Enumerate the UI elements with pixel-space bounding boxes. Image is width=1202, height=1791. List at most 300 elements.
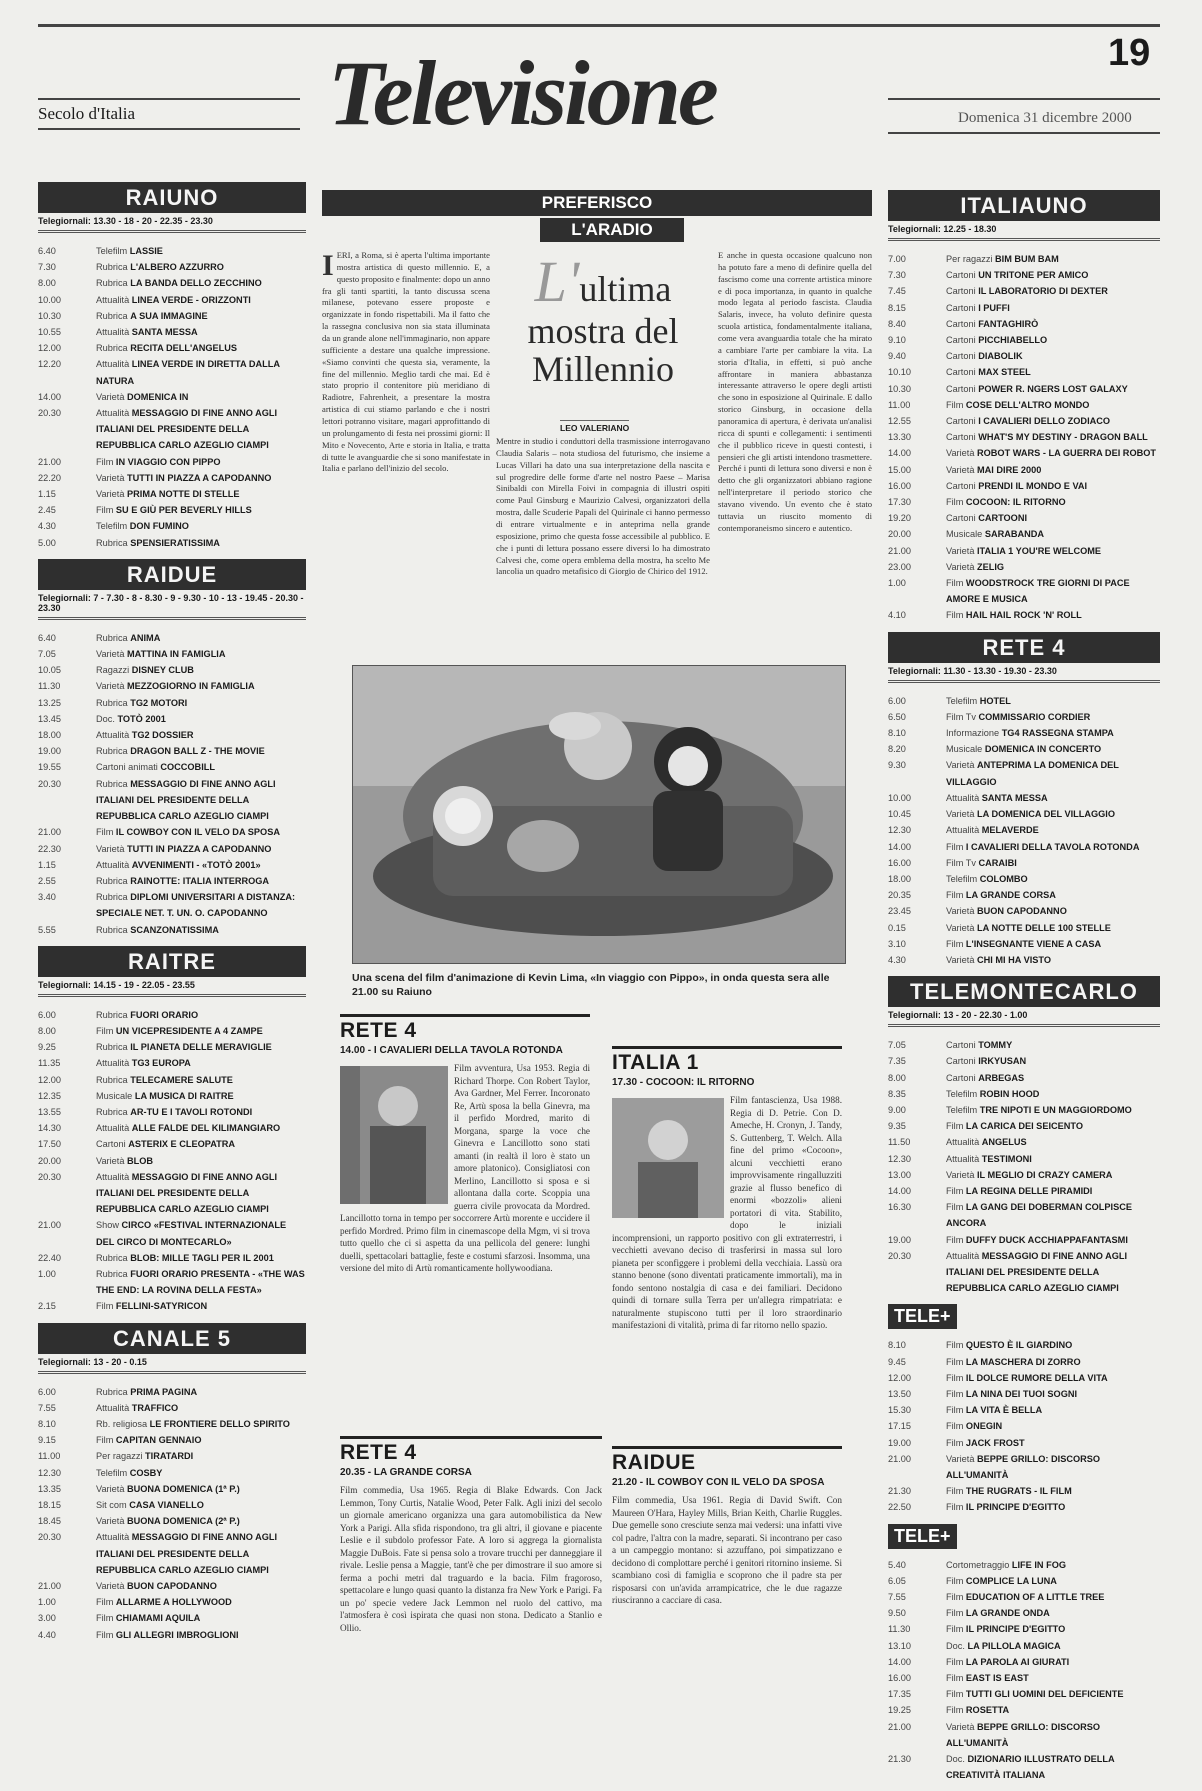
schedule-row bbox=[38, 1039, 306, 1055]
schedule-row bbox=[888, 510, 1160, 526]
schedule-entry bbox=[96, 324, 306, 340]
schedule-genre: Attualità bbox=[946, 792, 980, 803]
schedule-time: 14.00 bbox=[888, 1656, 911, 1667]
schedule-title: BLOB: MILLE TAGLI PER IL 2001 bbox=[130, 1252, 274, 1263]
schedule-genre: Varietà bbox=[96, 1581, 125, 1592]
channel-name: TELE+ bbox=[888, 1304, 957, 1329]
schedule-title: ROBOT WARS - LA GUERRA DEI ROBOT bbox=[977, 448, 1156, 459]
schedule-entry bbox=[946, 1354, 1160, 1370]
highlight-text: Film avventura, Usa 1953. Regia di Richard Thorpe. Con Robert Taylor, Ava Gardner, Mel Ferrer. Incoronato Re, Artù sposa la bella Ginevra, ma il perfido Mordred, marito di Morgana, sparge la voce che Ginevra e Lancillotto sono stati amanti (in realtà il loro è stato un amore platonico). Consigliatosi con Merlino, Lancillotto si sposa e si allontana dalla corte. Scoppia una guerra civile provocata da Mordred. Lancillotto torna in tempo per soccorrere Artù morente e uccidere il perfido Mordred. Primo film in cinemascope della Mgm, vi si trova tutto quello che ci si aspetta da una pellicola del genere: lunghi duelli, spettacolari battaglie, feste e costumi sfarzosi. Insomma, una versione del mito di Artù romanticamente hollywoodiana. bbox=[340, 1063, 590, 1274]
channel-name: TELEMONTECARLO bbox=[888, 976, 1160, 1007]
schedule-genre: Varietà bbox=[96, 391, 125, 402]
schedule-entry bbox=[96, 1432, 306, 1448]
schedule-entry bbox=[96, 873, 306, 889]
schedule-entry bbox=[96, 1481, 306, 1497]
drop-cap: I bbox=[322, 249, 334, 282]
schedule-row bbox=[888, 559, 1160, 575]
schedule-title: L'ALBERO AZZURRO bbox=[130, 262, 224, 273]
schedule-time: 1.00 bbox=[888, 578, 906, 589]
schedule-time: 17.15 bbox=[888, 1421, 911, 1432]
schedule-entry bbox=[946, 494, 1160, 510]
schedule-title: IL LABORATORIO DI DEXTER bbox=[978, 286, 1108, 297]
schedule-genre: Cartoni bbox=[946, 1056, 976, 1067]
schedule-entry bbox=[946, 1086, 1160, 1102]
schedule-title: LINEA VERDE - ORIZZONTI bbox=[131, 294, 251, 305]
schedule-genre: Film bbox=[96, 456, 114, 467]
schedule-time: 9.15 bbox=[38, 1435, 56, 1446]
schedule-time: 19.00 bbox=[888, 1437, 911, 1448]
schedule-time: 5.00 bbox=[38, 537, 56, 548]
schedule-entry bbox=[96, 776, 306, 825]
schedule-genre: Attualità bbox=[946, 825, 980, 836]
schedule-row bbox=[888, 1670, 1160, 1686]
schedule-title: MESSAGGIO DI FINE ANNO AGLI ITALIANI DEL PRESIDENTE DELLA REPUBBLICA CARLO AZEGLIO CIAMPI bbox=[96, 1532, 278, 1575]
schedule-row bbox=[888, 1638, 1160, 1654]
schedule-title: TESTIMONI bbox=[981, 1153, 1032, 1164]
schedule-time: 14.30 bbox=[38, 1123, 61, 1134]
schedule-title: MESSAGGIO DI FINE ANNO AGLI ITALIANI DEL PRESIDENTE DELLA REPUBBLICA CARLO AZEGLIO CIAMPI bbox=[96, 1171, 278, 1215]
schedule-title: PRENDI IL MONDO E VAI bbox=[978, 480, 1088, 491]
schedule-genre: Show bbox=[96, 1220, 119, 1231]
schedule-entry bbox=[96, 727, 306, 743]
schedule-genre: Rubrica bbox=[96, 778, 128, 789]
schedule-time: 20.30 bbox=[38, 778, 61, 789]
band-spacer bbox=[888, 1549, 1160, 1557]
schedule-time: 18.00 bbox=[888, 873, 911, 884]
channel-block bbox=[38, 559, 306, 938]
schedule-title: TG4 RASSEGNA STAMPA bbox=[1001, 728, 1114, 739]
schedule-genre: Varietà bbox=[946, 1453, 975, 1464]
schedule-entry bbox=[946, 1337, 1160, 1353]
highlight-rete4-grande-corsa bbox=[340, 1436, 602, 1634]
schedule-genre: Telefilm bbox=[96, 246, 128, 256]
schedule-genre: Film bbox=[946, 938, 964, 949]
schedule-row bbox=[38, 1627, 306, 1643]
schedule-title: PICCHIABELLO bbox=[978, 335, 1048, 346]
schedule-genre: Film bbox=[96, 1435, 114, 1446]
schedule-row bbox=[38, 275, 306, 291]
schedule-time: 21.00 bbox=[38, 1581, 61, 1592]
schedule-time: 7.55 bbox=[888, 1592, 906, 1603]
schedule-title: BUONA DOMENICA (1ª P.) bbox=[127, 1483, 240, 1494]
schedule-time: 14.00 bbox=[888, 1185, 911, 1196]
schedule-time: 12.55 bbox=[888, 416, 911, 427]
schedule-entry bbox=[96, 1217, 306, 1249]
schedule-title: DOMENICA IN bbox=[127, 391, 189, 402]
headline-text: ultima mostra del Millennio bbox=[527, 269, 679, 389]
schedule-row bbox=[888, 462, 1160, 478]
schedule-title: ANGELUS bbox=[981, 1137, 1027, 1148]
news-times: Telegiornali: 7 - 7.30 - 8 - 8.30 - 9 - 9.30 - 10 - 13 - 19.45 - 20.30 - 23.30 bbox=[38, 590, 306, 620]
film-still-photo bbox=[352, 665, 846, 964]
schedule-title: LA GRANDE ONDA bbox=[965, 1608, 1050, 1619]
schedule-entry bbox=[946, 559, 1160, 575]
schedule-row bbox=[888, 1402, 1160, 1418]
schedule-row bbox=[888, 316, 1160, 332]
schedule-row bbox=[38, 389, 306, 405]
schedule-title: TELECAMERE SALUTE bbox=[130, 1074, 233, 1085]
schedule-title: TG2 MOTORI bbox=[130, 697, 188, 708]
schedule-time: 10.30 bbox=[888, 383, 911, 394]
schedule-title: I CAVALIERI DELLA TAVOLA ROTONDA bbox=[965, 841, 1140, 852]
schedule-entry bbox=[96, 1266, 306, 1298]
masthead-rule-left-bottom bbox=[38, 128, 300, 130]
schedule-genre: Attualità bbox=[946, 1153, 980, 1164]
schedule-row bbox=[888, 1435, 1160, 1451]
schedule-row bbox=[888, 1199, 1160, 1231]
schedule-entry bbox=[946, 952, 1160, 968]
schedule-entry bbox=[946, 1702, 1160, 1718]
schedule-genre: Film bbox=[96, 505, 114, 516]
schedule-genre: Film bbox=[946, 1340, 964, 1351]
highlight-subtitle: 20.35 - LA GRANDE CORSA bbox=[340, 1467, 472, 1478]
schedule-time: 22.30 bbox=[38, 843, 61, 854]
schedule-genre: Rb. religiosa bbox=[96, 1418, 148, 1429]
schedule-genre: Film bbox=[946, 1673, 964, 1684]
feature-column-1 bbox=[322, 250, 490, 475]
schedule-genre: Rubrica bbox=[96, 1074, 128, 1085]
feature-text-2: Mentre in studio i conduttori della trasmissione interrogavano Claudia Salaris – nota studiosa del futurismo, che insieme a Lucas Villari ha dato una sua interpretazione della nascita e sul progredire delle forme d'arte nel nostro Paese – Marisa Sinibaldi con Mirella Foivi in compagnia di illustri ospiti come Paul Ginsburg e Maurizio Calvesi, organizzatori della mostra, dalle Scuderie Papali del Quirinale ci hanno permesso di entrare virtualmente e in anteprima nella grande esposizione, primo che questa fosse accessibile al pubblico. E che i punti di lettura possano essere diversi lo ha dimostrato Calvesi che, come opera emblema della mostra, ha scelto Me lancolia un quadro metafisico di Giorgio de Chirico del 1912. bbox=[496, 436, 710, 577]
schedule-genre: Film bbox=[946, 1185, 964, 1196]
schedule-row bbox=[888, 300, 1160, 316]
schedule-entry bbox=[96, 1497, 306, 1513]
schedule-entry bbox=[946, 709, 1160, 725]
schedule-entry bbox=[946, 1573, 1160, 1589]
schedule-time: 21.00 bbox=[38, 1220, 61, 1231]
schedule-row bbox=[888, 251, 1160, 267]
schedule-genre: Telefilm bbox=[946, 873, 978, 884]
schedule-time: 5.55 bbox=[38, 924, 56, 935]
schedule-row bbox=[38, 243, 306, 259]
schedule-row bbox=[888, 494, 1160, 510]
schedule-row bbox=[38, 1169, 306, 1218]
schedule-time: 8.35 bbox=[888, 1088, 906, 1099]
schedule-row bbox=[38, 1023, 306, 1039]
schedule-title: CARAIBI bbox=[978, 857, 1017, 868]
schedule-row bbox=[38, 1250, 306, 1266]
schedule-title: CIRCO «FESTIVAL INTERNAZIONALE DEL CIRCO DI MONTECARLO» bbox=[96, 1220, 287, 1247]
schedule-title: SCANZONATISSIMA bbox=[130, 924, 219, 935]
schedule-title: LA PILLOLA MAGICA bbox=[967, 1640, 1061, 1651]
schedule-entry bbox=[946, 1418, 1160, 1434]
schedule-entry bbox=[946, 790, 1160, 806]
schedule-genre: Per ragazzi bbox=[946, 254, 993, 264]
schedule-genre: Film bbox=[946, 497, 964, 508]
schedule-title: FELLINI-SATYRICON bbox=[115, 1301, 208, 1312]
schedule-time: 3.10 bbox=[888, 938, 906, 949]
schedule-title: CHIAMAMI AQUILA bbox=[115, 1613, 201, 1624]
highlight-channel: RAIDUE bbox=[612, 1446, 842, 1475]
schedule-genre: Cartoni bbox=[946, 1040, 976, 1051]
schedule-entry bbox=[946, 936, 1160, 952]
news-times: Telegiornali: 14.15 - 19 - 22.05 - 23.55 bbox=[38, 977, 306, 997]
schedule-title: TG2 DOSSIER bbox=[131, 730, 194, 741]
news-times: Telegiornali: 11.30 - 13.30 - 19.30 - 23.30 bbox=[888, 663, 1160, 683]
schedule-time: 9.00 bbox=[888, 1104, 906, 1115]
schedule-entry bbox=[96, 1007, 306, 1023]
highlight-photo bbox=[340, 1066, 448, 1204]
schedule-entry bbox=[96, 1627, 306, 1643]
schedule-entry bbox=[946, 887, 1160, 903]
schedule-time: 4.30 bbox=[888, 954, 906, 965]
schedule-row bbox=[888, 607, 1160, 623]
schedule-genre: Film bbox=[946, 399, 964, 410]
schedule-row bbox=[888, 1134, 1160, 1150]
schedule-time: 12.30 bbox=[888, 825, 911, 836]
schedule-entry bbox=[946, 839, 1160, 855]
schedule-time: 9.30 bbox=[888, 760, 906, 771]
highlight-subtitle: 14.00 - I CAVALIERI DELLA TAVOLA ROTONDA bbox=[340, 1045, 563, 1056]
schedule-title: ONEGIN bbox=[965, 1421, 1003, 1432]
schedule-row bbox=[38, 292, 306, 308]
schedule-title: UN VICEPRESIDENTE A 4 ZAMPE bbox=[115, 1025, 263, 1036]
schedule-entry bbox=[946, 1435, 1160, 1451]
feature-text-1: ERI, a Roma, si è aperta l'ultima importante mostra artistica di questo millennio. E, a questo proposito e finalmente: dopo un anno fra gli tanti spartiti, la tanto discussa scena milanese, potevano essere proposte e organizzate in fondo rispettabili. Ma il fatto che la rassegna conclusiva non sia stata illuminata da un grande alone nell'immaginario, non appare sufficiente a destare una qualche impressione. «Siamo convinti che questa sia, veramente, la fine del millennio. Meglio tardi che mai. Ed è stato proprio il contenitore più meridiano di Radiotre, Fahrenheit, a presentare la mostra artistica di cui stiamo parlando e che i nostri lettori potranno visitare, magari approfittando di un prolungamento di festa nei prossimi giorni: Il Mito e Novecento, Arte e storia in Italia, e tratta di tutte le avanguardie che si sono manifestate in Italia e parlano dell'inizio del secolo. bbox=[322, 250, 490, 474]
channel-block bbox=[38, 182, 306, 551]
schedule-title: TIRATARDI bbox=[145, 1451, 194, 1462]
schedule-genre: Informazione bbox=[946, 728, 1000, 739]
section-title: Televisione bbox=[328, 42, 716, 144]
schedule-entry bbox=[946, 1638, 1160, 1654]
schedule-row bbox=[38, 470, 306, 486]
schedule-title: BEPPE GRILLO: DISCORSO ALL'UMANITÀ bbox=[946, 1721, 1101, 1748]
schedule-row bbox=[888, 543, 1160, 559]
schedule-genre: Film bbox=[96, 827, 114, 838]
schedule-title: I PUFFI bbox=[978, 302, 1010, 313]
schedule-entry bbox=[96, 646, 306, 662]
schedule-row bbox=[38, 695, 306, 711]
schedule-entry bbox=[96, 502, 306, 518]
schedule-entry bbox=[946, 693, 1160, 709]
channel-name: RAIDUE bbox=[38, 559, 306, 590]
schedule-genre: Rubrica bbox=[96, 1268, 128, 1279]
schedule-time: 12.00 bbox=[38, 343, 61, 354]
schedule-genre: Attualità bbox=[96, 859, 130, 870]
schedule-row bbox=[888, 575, 1160, 607]
channel-block bbox=[888, 1304, 1160, 1515]
schedule-entry bbox=[946, 1483, 1160, 1499]
schedule-title: AR-TU E I TAVOLI ROTONDI bbox=[130, 1106, 253, 1117]
schedule-time: 7.30 bbox=[38, 262, 56, 273]
schedule-entry bbox=[96, 292, 306, 308]
schedule-time: 19.25 bbox=[888, 1705, 911, 1716]
schedule-entry bbox=[946, 413, 1160, 429]
schedule-row bbox=[38, 1400, 306, 1416]
schedule-entry bbox=[946, 1686, 1160, 1702]
schedule-title: JACK FROST bbox=[965, 1437, 1025, 1448]
feature-column-3 bbox=[718, 250, 872, 535]
schedule-title: LASSIE bbox=[129, 246, 163, 256]
schedule-row bbox=[888, 871, 1160, 887]
schedule-genre: Varietà bbox=[946, 906, 975, 917]
schedule-entry bbox=[946, 316, 1160, 332]
schedule-entry bbox=[96, 535, 306, 551]
schedule-genre: Varietà bbox=[96, 1155, 125, 1166]
schedule-row bbox=[888, 1102, 1160, 1118]
schedule-genre: Doc. bbox=[96, 713, 115, 724]
schedule-title: CAPITAN GENNAIO bbox=[115, 1435, 202, 1446]
schedule-genre: Cartoni bbox=[946, 383, 976, 394]
schedule-time: 16.00 bbox=[888, 1673, 911, 1684]
schedule-row bbox=[888, 1499, 1160, 1515]
schedule-time: 7.05 bbox=[38, 649, 56, 660]
schedule-entry bbox=[946, 300, 1160, 316]
schedule-genre: Rubrica bbox=[96, 343, 128, 354]
schedule-time: 4.10 bbox=[888, 610, 906, 621]
schedule-title: TRE NIPOTI E UN MAGGIORDOMO bbox=[979, 1104, 1132, 1115]
schedule-title: ITALIA 1 YOU'RE WELCOME bbox=[977, 545, 1102, 556]
schedule-time: 17.50 bbox=[38, 1139, 61, 1150]
schedule-genre: Attualità bbox=[946, 1137, 980, 1148]
schedule-genre: Attualità bbox=[96, 1123, 130, 1134]
schedule-row bbox=[888, 1053, 1160, 1069]
schedule-time: 7.30 bbox=[888, 270, 906, 281]
masthead-rule-right-bottom bbox=[888, 132, 1160, 134]
channel-block bbox=[38, 1323, 306, 1643]
schedule-title: COCCOBILL bbox=[160, 762, 215, 773]
highlight-italia1-cocoon bbox=[612, 1046, 842, 1332]
schedule-row bbox=[38, 1266, 306, 1298]
schedule-row bbox=[888, 445, 1160, 461]
schedule-genre: Film bbox=[96, 1301, 114, 1312]
schedule-genre: Film bbox=[946, 1656, 964, 1667]
schedule-title: SU E GIÙ PER BEVERLY HILLS bbox=[115, 505, 252, 516]
schedule-genre: Varietà bbox=[96, 681, 125, 692]
schedule-row bbox=[38, 259, 306, 275]
masthead-rule-left bbox=[38, 98, 300, 100]
schedule-genre: Cartoni bbox=[946, 432, 976, 443]
schedule-entry bbox=[946, 251, 1160, 267]
schedule-entry bbox=[96, 1416, 306, 1432]
schedule-title: IN VIAGGIO CON PIPPO bbox=[115, 456, 221, 467]
schedule-row bbox=[38, 1120, 306, 1136]
schedule-genre: Film bbox=[946, 1624, 964, 1635]
schedule-time: 12.30 bbox=[38, 1467, 61, 1478]
schedule-title: MEZZOGIORNO IN FAMIGLIA bbox=[127, 681, 255, 692]
schedule-row bbox=[38, 662, 306, 678]
schedule-genre: Rubrica bbox=[96, 1009, 128, 1020]
schedule-entry bbox=[946, 741, 1160, 757]
schedule-time: 21.00 bbox=[888, 1453, 911, 1464]
schedule-title: LA NINA DEI TUOI SOGNI bbox=[965, 1388, 1078, 1399]
schedule-title: MESSAGGIO DI FINE ANNO AGLI ITALIANI DEL PRESIDENTE DELLA REPUBBLICA CARLO AZEGLIO CIAMPI bbox=[946, 1250, 1128, 1294]
schedule-title: SARABANDA bbox=[984, 529, 1045, 540]
feature-sub-band: L'ARADIO bbox=[540, 218, 684, 242]
schedule-time: 10.55 bbox=[38, 327, 61, 338]
schedule-row bbox=[888, 1232, 1160, 1248]
news-times: Telegiornali: 13 - 20 - 0.15 bbox=[38, 1354, 306, 1374]
schedule-genre: Film bbox=[946, 1372, 964, 1383]
schedule-row bbox=[38, 1055, 306, 1071]
schedule-time: 15.00 bbox=[888, 464, 911, 475]
schedule-time: 8.00 bbox=[38, 278, 56, 289]
news-times: Telegiornali: 13 - 20 - 22.30 - 1.00 bbox=[888, 1007, 1160, 1027]
schedule-entry bbox=[946, 855, 1160, 871]
schedule-time: 6.00 bbox=[38, 1009, 56, 1020]
schedule-title: DISNEY CLUB bbox=[131, 665, 194, 676]
schedule-genre: Film bbox=[946, 1388, 964, 1399]
schedule-genre: Rubrica bbox=[96, 537, 128, 548]
schedule-entry bbox=[96, 1039, 306, 1055]
schedule-entry bbox=[96, 824, 306, 840]
schedule-time: 21.00 bbox=[38, 827, 61, 838]
schedule-genre: Cartoni animati bbox=[96, 762, 158, 773]
schedule-row bbox=[888, 429, 1160, 445]
schedule-title: LA DOMENICA DEL VILLAGGIO bbox=[977, 809, 1115, 820]
schedule-title: IL MEGLIO DI CRAZY CAMERA bbox=[977, 1169, 1113, 1180]
schedule-time: 16.00 bbox=[888, 857, 911, 868]
schedule-time: 9.40 bbox=[888, 351, 906, 362]
masthead-top-rule bbox=[38, 24, 1160, 27]
schedule-time: 19.55 bbox=[38, 762, 61, 773]
schedule-row bbox=[888, 1386, 1160, 1402]
schedule-title: LA GANG DEI DOBERMAN COLPISCE ANCORA bbox=[946, 1202, 1132, 1229]
schedule-genre: Attualità bbox=[96, 327, 130, 338]
schedule-title: ZELIG bbox=[977, 561, 1005, 572]
schedule-time: 20.00 bbox=[888, 529, 911, 540]
schedule-entry bbox=[946, 348, 1160, 364]
schedule-entry bbox=[946, 543, 1160, 559]
schedule-entry bbox=[96, 1594, 306, 1610]
schedule-row bbox=[38, 646, 306, 662]
schedule-row bbox=[888, 364, 1160, 380]
schedule-row bbox=[38, 630, 306, 646]
schedule-time: 13.45 bbox=[38, 713, 61, 724]
schedule-genre: Ragazzi bbox=[96, 665, 130, 676]
schedule-entry bbox=[946, 267, 1160, 283]
schedule-row bbox=[38, 743, 306, 759]
schedule-entry bbox=[946, 1499, 1160, 1515]
schedule-row bbox=[888, 1483, 1160, 1499]
schedule-title: ANTEPRIMA LA DOMENICA DEL VILLAGGIO bbox=[946, 760, 1119, 787]
schedule-genre: Film bbox=[946, 1121, 964, 1132]
schedule-time: 2.45 bbox=[38, 505, 56, 516]
schedule-entry bbox=[946, 1037, 1160, 1053]
schedule-genre: Film bbox=[946, 1689, 964, 1700]
schedule-row bbox=[38, 1384, 306, 1400]
schedule-entry bbox=[946, 1151, 1160, 1167]
highlight-subtitle: 21.20 - IL COWBOY CON IL VELO DA SPOSA bbox=[612, 1477, 825, 1488]
schedule-entry bbox=[946, 381, 1160, 397]
schedule-genre: Varietà bbox=[946, 561, 975, 572]
schedule-entry bbox=[946, 1199, 1160, 1231]
schedule-entry bbox=[96, 405, 306, 454]
schedule-time: 19.20 bbox=[888, 513, 911, 524]
band-spacer bbox=[888, 1329, 1160, 1337]
schedule-genre: Attualità bbox=[96, 1058, 130, 1069]
schedule-genre: Varietà bbox=[946, 448, 975, 459]
schedule-title: LA CARICA DEI SEICENTO bbox=[965, 1121, 1083, 1132]
schedule-row bbox=[888, 283, 1160, 299]
schedule-row bbox=[888, 790, 1160, 806]
schedule-row bbox=[888, 1248, 1160, 1297]
schedule-genre: Cartoni bbox=[96, 1139, 126, 1150]
schedule-row bbox=[888, 839, 1160, 855]
schedule-title: TOMMY bbox=[978, 1040, 1013, 1051]
schedule-entry bbox=[946, 1719, 1160, 1751]
schedule-title: DIABOLIK bbox=[978, 351, 1023, 362]
schedule-title: MAX STEEL bbox=[978, 367, 1031, 378]
schedule-entry bbox=[96, 662, 306, 678]
schedule-genre: Varietà bbox=[96, 649, 125, 660]
schedule-row bbox=[38, 759, 306, 775]
schedule-time: 20.30 bbox=[888, 1250, 911, 1261]
schedule-genre: Cortometraggio bbox=[946, 1559, 1010, 1570]
schedule-entry bbox=[946, 903, 1160, 919]
schedule-row bbox=[38, 678, 306, 694]
schedule-title: ANIMA bbox=[130, 632, 161, 643]
schedule-entry bbox=[96, 759, 306, 775]
